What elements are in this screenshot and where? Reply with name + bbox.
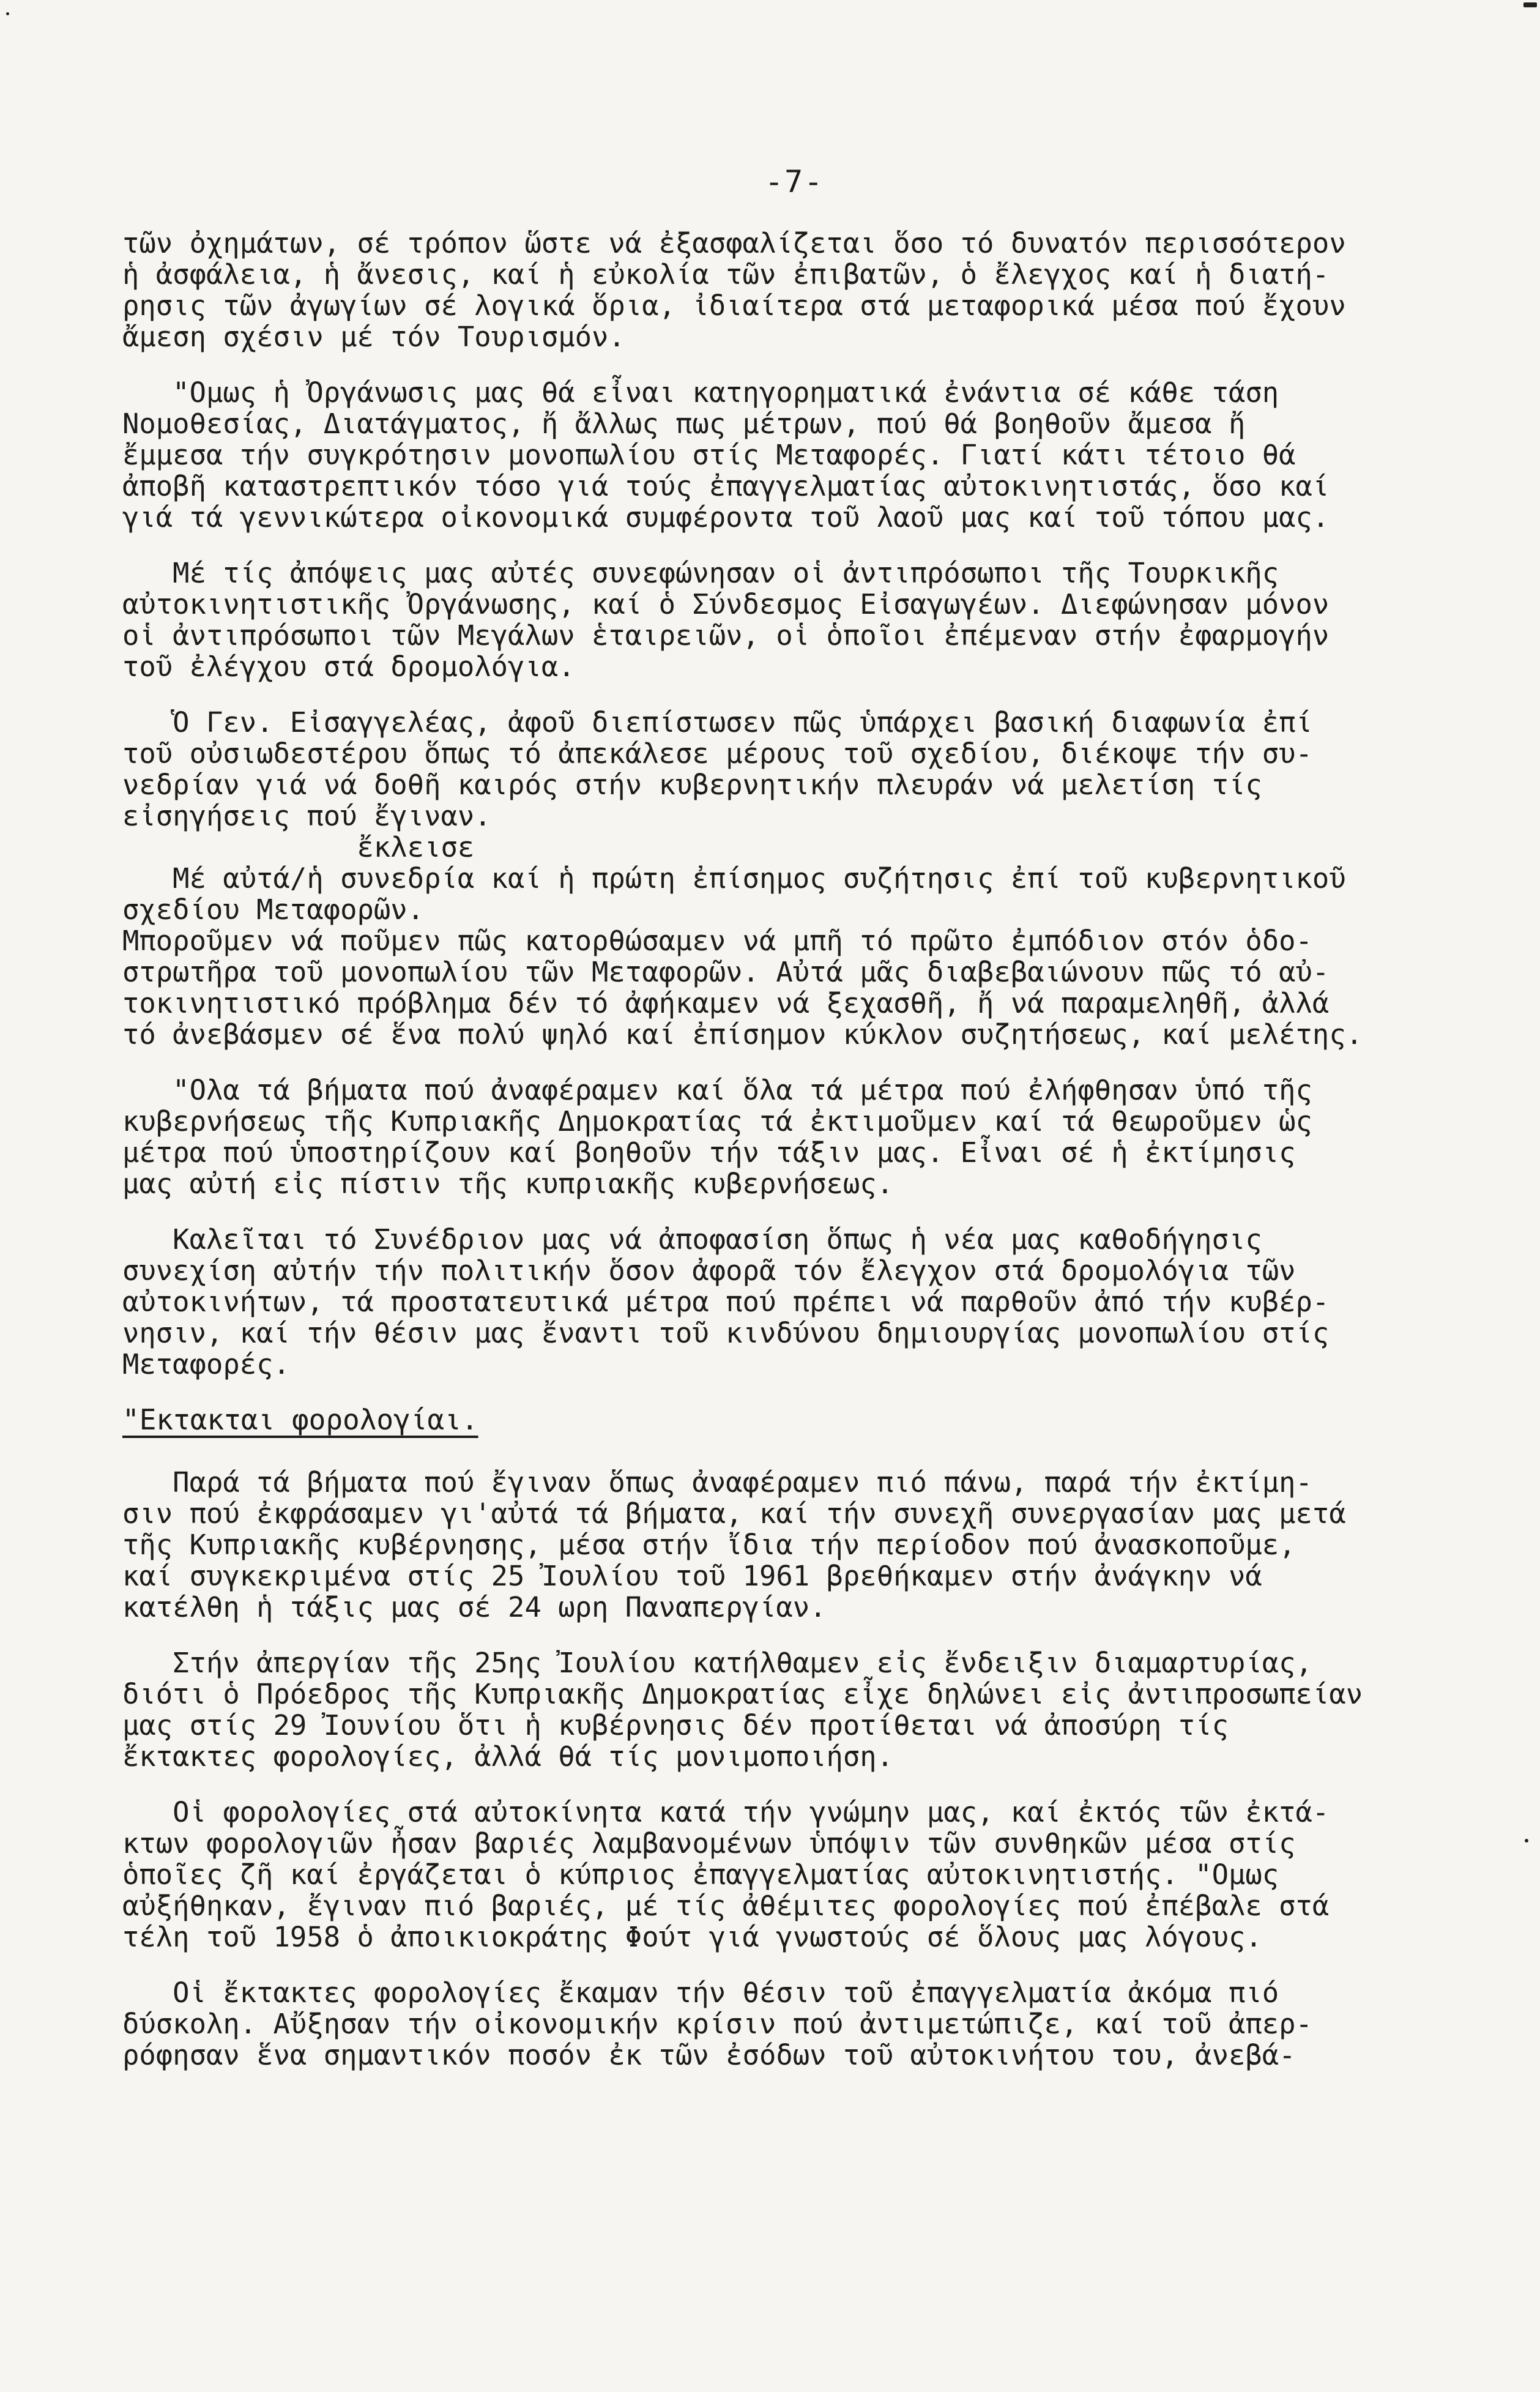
paragraph	[122, 377, 1444, 533]
text-line: "Ολα τά βήματα πού ἀναφέραμεν καί ὅλα τά μέτρα πού ἐλήφθησαν ὑπό τῆς	[122, 1074, 1312, 1106]
text-line: διότι ὁ Πρόεδρος τῆς Κυπριακῆς Δημοκρατίας εἶχε δηλώνει εἰς ἀντιπροσωπείαν	[122, 1678, 1363, 1710]
paragraph	[122, 1647, 1444, 1772]
text-line: Μεταφορές.	[122, 1348, 290, 1380]
text-line: τοκινητιστικό πρόβλημα δέν τό ἀφήκαμεν νά ξεχασθῆ, ἤ νά παραμεληθῆ, ἀλλά	[122, 987, 1330, 1019]
text-line: σιν πού ἐκφράσαμεν γι'αὐτά τά βήματα, καί τήν συνεχῆ συνεργασίαν μας μετά	[122, 1497, 1346, 1530]
text-line: Στήν ἀπεργίαν τῆς 25ης Ἰουλίου κατήλθαμεν εἰς ἔνδειξιν διαμαρτυρίας,	[122, 1647, 1312, 1679]
text-line: ἔκλεισε	[122, 831, 475, 863]
text-line: σχεδίου Μεταφορῶν.	[122, 893, 425, 926]
paragraph	[122, 1797, 1444, 1953]
text-line: ἀποβῆ καταστρεπτικόν τόσο γιά τούς ἐπαγγελματίας αὐτοκινητιστάς, ὅσο καί	[122, 470, 1330, 502]
text-line: "Ομως ἡ Ὀργάνωσις μας θά εἶναι κατηγορηματικά ἐνάντια σέ κάθε τάση	[122, 376, 1279, 409]
text-line: ἡ ἀσφάλεια, ἡ ἄνεσις, καί ἡ εὐκολία τῶν ἐπιβατῶν, ὁ ἔλεγχος καί ἡ διατή-	[122, 258, 1330, 291]
paragraph	[122, 557, 1444, 682]
text-line: Νομοθεσίας, Διατάγματος, ἤ ἄλλως πως μέτρων, πού θά βοηθοῦν ἄμεσα ἤ	[122, 408, 1246, 440]
text-line: Μέ τίς ἀπόψεις μας αὐτές συνεφώνησαν οἱ ἀντιπρόσωποι τῆς Τουρκικῆς	[122, 557, 1279, 589]
paragraph	[122, 1977, 1444, 2071]
text-line: κατέλθη ἡ τάξις μας σέ 24 ωρη Παναπεργίαν.	[122, 1591, 827, 1623]
text-line: αὐτοκινητιστικῆς Ὀργάνωσης, καί ὁ Σύνδεσμος Εἰσαγωγέων. Διεφώνησαν μόνον	[122, 588, 1330, 620]
text-line: καί συγκεκριμένα στίς 25 Ἰουλίου τοῦ 1961 βρεθήκαμεν στήν ἀνάγκην νά	[122, 1560, 1262, 1592]
text-line: τό ἀνεβάσμεν σέ ἕνα πολύ ψηλό καί ἐπίσημον κύκλον συζητήσεως, καί μελέτης.	[122, 1018, 1363, 1051]
text-line: Οἱ ἔκτακτες φορολογίες ἔκαμαν τήν θέσιν τοῦ ἐπαγγελματία ἀκόμα πιό	[122, 1977, 1279, 2009]
text-line: ρόφησαν ἕνα σημαντικόν ποσόν ἐκ τῶν ἐσόδων τοῦ αὐτοκινήτου του, ἀνεβά-	[122, 2039, 1296, 2071]
text-line: κυβερνήσεως τῆς Κυπριακῆς Δημοκρατίας τά ἐκτιμοῦμεν καί τά θεωροῦμεν ὡς	[122, 1105, 1312, 1138]
text-line: μας στίς 29 Ἰουνίου ὅτι ἡ κυβέρνησις δέν προτίθεται νά ἀποσύρη τίς	[122, 1709, 1229, 1742]
scan-dot	[1525, 1839, 1528, 1842]
paragraph	[122, 1075, 1444, 1199]
text-line: Ὁ Γεν. Εἰσαγγελέας, ἀφοῦ διεπίστωσεν πῶς ὑπάρχει βασική διαφωνία ἐπί	[122, 706, 1312, 739]
text-line: τῶν ὀχημάτων, σέ τρόπον ὥστε νά ἐξασφαλίζεται ὅσο τό δυνατόν περισσότερον	[122, 227, 1346, 259]
paragraph	[122, 1224, 1444, 1380]
text-line: στρωτῆρα τοῦ μονοπωλίου τῶν Μεταφορῶν. Αὐτά μᾶς διαβεβαιώνουν πῶς τό αὐ-	[122, 956, 1330, 988]
text-line: ὁποῖες ζῆ καί ἐργάζεται ὁ κύπριος ἐπαγγελματίας αὐτοκινητιστής. "Ομως	[122, 1858, 1279, 1891]
text-line: νησιν, καί τήν θέσιν μας ἔναντι τοῦ κινδύνου δημιουργίας μονοπωλίου στίς	[122, 1317, 1330, 1349]
text-line: δύσκολη. Αὔξησαν τήν οἰκονομικήν κρίσιν πού ἀντιμετώπιζε, καί τοῦ ἀπερ-	[122, 2008, 1312, 2040]
text-line: τοῦ οὐσιωδεστέρου ὅπως τό ἀπεκάλεσε μέρους τοῦ σχεδίου, διέκοψε τήν συ-	[122, 737, 1312, 770]
text-line: γιά τά γεννικώτερα οἰκονομικά συμφέροντα τοῦ λαοῦ μας καί τοῦ τόπου μας.	[122, 501, 1330, 534]
section-heading: "Εκτακται φορολογίαι.	[122, 1403, 478, 1436]
text-line: ἔκτακτες φορολογίες, ἀλλά θά τίς μονιμοποιήση.	[122, 1740, 894, 1773]
punch-mark	[1523, 2, 1537, 7]
scan-dot	[6, 12, 9, 15]
text-line: κτων φορολογιῶν ἦσαν βαριές λαμβανομένων ὑπόψιν τῶν συνθηκῶν μέσα στίς	[122, 1827, 1296, 1860]
text-line: Οἱ φορολογίες στά αὐτοκίνητα κατά τήν γνώμην μας, καί ἐκτός τῶν ἐκτά-	[122, 1796, 1330, 1828]
paragraph	[122, 228, 1444, 352]
text-line: συνεχίση αὐτήν τήν πολιτικήν ὅσον ἀφορᾶ τόν ἔλεγχον στά δρομολόγια τῶν	[122, 1254, 1296, 1287]
text-line: τῆς Κυπριακῆς κυβέρνησης, μέσα στήν ἴδια τήν περίοδον πού ἀνασκοποῦμε,	[122, 1529, 1296, 1561]
page-number: -7-	[765, 164, 824, 199]
text-line: τοῦ ἐλέγχου στά δρομολόγια.	[122, 650, 575, 683]
text-line: Μποροῦμεν νά ποῦμεν πῶς κατορθώσαμεν νά μπῆ τό πρῶτο ἐμπόδιον στόν ὁδο-	[122, 925, 1312, 957]
text-line: εἰσηγήσεις πού ἔγιναν.	[122, 800, 491, 832]
text-line: μας αὐτή εἰς πίστιν τῆς κυπριακῆς κυβερνήσεως.	[122, 1168, 894, 1200]
text-line: ἔμμεσα τήν συγκρότησιν μονοπωλίου στίς Μεταφορές. Γιατί κάτι τέτοιο θά	[122, 439, 1296, 471]
body-text	[122, 228, 1444, 2071]
text-line: ἄμεση σχέσιν μέ τόν Τουρισμόν.	[122, 321, 625, 353]
text-line: αὐξήθηκαν, ἔγιναν πιό βαριές, μέ τίς ἀθέμιτες φορολογίες πού ἐπέβαλε στά	[122, 1890, 1330, 1922]
text-line: Παρά τά βήματα πού ἔγιναν ὅπως ἀναφέραμεν πιό πάνω, παρά τήν ἐκτίμη-	[122, 1466, 1312, 1499]
paragraph	[122, 707, 1444, 1050]
text-line: τέλη τοῦ 1958 ὁ ἀποικιοκράτης Φούτ γιά γνωστούς σέ ὅλους μας λόγους.	[122, 1921, 1262, 1953]
text-line: μέτρα πού ὑποστηρίζουν καί βοηθοῦν τήν τάξιν μας. Εἶναι σέ ἡ ἐκτίμησις	[122, 1136, 1296, 1169]
text-line: νεδρίαν γιά νά δοθῆ καιρός στήν κυβερνητικήν πλευράν νά μελετίση τίς	[122, 769, 1262, 801]
text-line: Καλεῖται τό Συνέδριον μας νά ἀποφασίση ὅπως ἡ νέα μας καθοδήγησις	[122, 1223, 1262, 1256]
paragraph	[122, 1467, 1444, 1623]
text-line: αὐτοκινήτων, τά προστατευτικά μέτρα πού πρέπει νά παρθοῦν ἀπό τήν κυβέρ-	[122, 1286, 1330, 1318]
text-line: ρησις τῶν ἀγωγίων σέ λογικά ὅρια, ἰδιαίτερα στά μεταφορικά μέσα πού ἔχουν	[122, 289, 1346, 322]
text-line: Μέ αὐτά/ἡ συνεδρία καί ἡ πρώτη ἐπίσημος συζήτησις ἐπί τοῦ κυβερνητικοῦ	[122, 862, 1346, 895]
text-line: οἱ ἀντιπρόσωποι τῶν Μεγάλων ἑταιρειῶν, οἱ ὁποῖοι ἐπέμεναν στήν ἐφαρμογήν	[122, 619, 1330, 652]
